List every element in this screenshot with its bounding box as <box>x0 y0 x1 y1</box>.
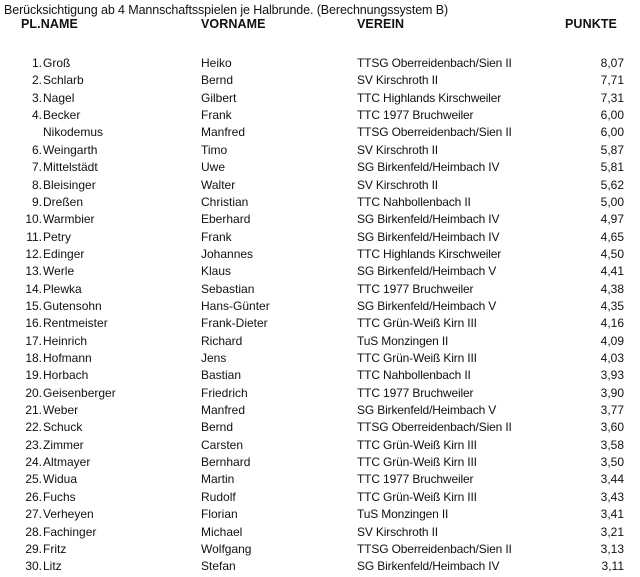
vorname-cell: Klaus <box>201 264 232 279</box>
verein-cell: TTC 1977 Bruchweiler <box>357 281 474 296</box>
punkte-cell: 3,41 <box>600 507 624 522</box>
name-cell: Weber <box>43 403 79 417</box>
punkte-cell: 6,00 <box>600 108 624 123</box>
verein-cell: TTC Grün-Weiß Kirn III <box>357 455 477 470</box>
vorname-cell: Uwe <box>201 160 226 175</box>
name-cell: Altmayer <box>43 455 91 470</box>
verein-cell: TTC 1977 Bruchweiler <box>357 385 474 400</box>
name-cell: Petry <box>43 229 72 244</box>
name-cell: Nagel <box>43 90 75 105</box>
header-punkte: PUNKTE <box>565 17 617 31</box>
verein-cell: TTC Nahbollenbach II <box>357 194 471 209</box>
rank-cell: 24. <box>25 455 42 470</box>
table-row <box>0 195 640 212</box>
name-cell: Nikodemus <box>43 125 104 140</box>
table-row <box>0 91 640 108</box>
rank-cell: 11. <box>26 229 42 244</box>
vorname-cell: Michael <box>201 524 243 539</box>
table-row <box>0 368 640 385</box>
verein-cell: SV Kirschroth II <box>357 524 438 539</box>
name-cell: Verheyen <box>43 507 94 522</box>
verein-cell: TTSG Oberreidenbach/Sien II <box>357 125 512 140</box>
vorname-cell: Walter <box>201 177 236 192</box>
rank-cell: 9. <box>31 194 42 209</box>
verein-cell: SV Kirschroth II <box>357 177 438 192</box>
rank-cell: 20. <box>25 385 42 400</box>
verein-cell: SG Birkenfeld/Heimbach IV <box>357 559 500 574</box>
verein-cell: TTC Highlands Kirschweiler <box>357 90 502 105</box>
punkte-cell: 5,81 <box>600 160 624 175</box>
vorname-cell: Bernhard <box>201 455 251 470</box>
punkte-cell: 4,03 <box>600 351 624 365</box>
vorname-cell: Hans-Günter <box>201 298 270 313</box>
table-row <box>0 143 640 160</box>
vorname-cell: Bastian <box>201 368 242 383</box>
vorname-cell: Timo <box>201 142 228 157</box>
name-cell: Plewka <box>43 281 82 296</box>
vorname-cell: Sebastian <box>201 281 255 296</box>
verein-cell: SG Birkenfeld/Heimbach V <box>357 264 497 279</box>
name-cell: Heinrich <box>43 333 88 348</box>
rank-cell: 3. <box>31 90 42 105</box>
verein-cell: TTSG Oberreidenbach/Sien II <box>357 420 512 435</box>
vorname-cell: Johannes <box>201 246 254 261</box>
vorname-cell: Carsten <box>201 437 244 452</box>
punkte-cell: 3,93 <box>600 368 624 383</box>
name-cell: Werle <box>43 264 75 279</box>
rank-cell: 27. <box>25 507 42 522</box>
rank-cell: 26. <box>25 489 42 504</box>
table-row <box>0 386 640 403</box>
punkte-cell: 7,71 <box>600 73 624 88</box>
table-row <box>0 160 640 177</box>
table-row <box>0 264 640 281</box>
name-cell: Mittelstädt <box>43 160 98 175</box>
punkte-cell: 3,60 <box>600 420 624 435</box>
vorname-cell: Rudolf <box>201 489 236 504</box>
rank-cell: 18. <box>25 351 42 365</box>
punkte-cell: 3,21 <box>600 524 624 539</box>
punkte-cell: 4,35 <box>600 298 624 313</box>
rank-cell: 13. <box>25 264 42 279</box>
rank-cell: 12. <box>25 246 42 261</box>
name-cell: Becker <box>43 108 81 123</box>
rank-cell: 29. <box>25 541 42 556</box>
table-row <box>0 507 640 524</box>
name-cell: Rentmeister <box>43 316 108 331</box>
verein-cell: TTC Nahbollenbach II <box>357 368 471 383</box>
name-cell: Bleisinger <box>43 177 96 192</box>
rank-cell: 17. <box>25 333 42 348</box>
table-row <box>0 472 640 489</box>
rank-cell: 8. <box>31 177 42 192</box>
vorname-cell: Frank-Dieter <box>201 316 268 331</box>
name-cell: Zimmer <box>43 437 84 452</box>
name-cell: Fachinger <box>43 524 97 539</box>
verein-cell: TuS Monzingen II <box>357 333 449 348</box>
name-cell: Schlarb <box>43 73 84 88</box>
table-row <box>0 420 640 437</box>
table-row <box>0 73 640 90</box>
vorname-cell: Florian <box>201 507 238 522</box>
rank-cell: 6. <box>31 142 42 157</box>
verein-cell: SG Birkenfeld/Heimbach V <box>357 298 497 313</box>
name-cell: Schuck <box>43 420 83 435</box>
vorname-cell: Heiko <box>201 56 232 70</box>
punkte-cell: 7,31 <box>600 90 624 105</box>
name-cell: Weingarth <box>43 142 98 157</box>
name-cell: Edinger <box>43 246 85 261</box>
verein-cell: TTC 1977 Bruchweiler <box>357 472 474 487</box>
punkte-cell: 5,62 <box>600 177 624 192</box>
verein-cell: SG Birkenfeld/Heimbach IV <box>357 229 500 244</box>
table-row <box>0 403 640 420</box>
verein-cell: SG Birkenfeld/Heimbach IV <box>357 212 500 227</box>
table-row <box>0 316 640 333</box>
punkte-cell: 4,41 <box>600 264 624 279</box>
name-cell: Fuchs <box>43 489 76 504</box>
rank-cell: 4. <box>31 108 42 123</box>
table-row <box>0 178 640 195</box>
table-row <box>0 108 640 125</box>
vorname-cell: Richard <box>201 333 243 348</box>
verein-cell: TTC Grün-Weiß Kirn III <box>357 489 477 504</box>
vorname-cell: Gilbert <box>201 90 237 105</box>
verein-cell: TTC Grün-Weiß Kirn III <box>357 316 477 331</box>
punkte-cell: 3,43 <box>600 489 624 504</box>
name-cell: Groß <box>43 56 71 70</box>
punkte-cell: 3,90 <box>600 385 624 400</box>
verein-cell: SV Kirschroth II <box>357 142 438 157</box>
name-cell: Fritz <box>43 541 67 556</box>
name-cell: Horbach <box>43 368 89 383</box>
vorname-cell: Bernd <box>201 73 234 88</box>
rank-cell: 14. <box>25 281 42 296</box>
name-cell: Gutensohn <box>43 298 102 313</box>
vorname-cell: Manfred <box>201 403 246 417</box>
table-row <box>0 334 640 351</box>
punkte-cell: 4,09 <box>600 333 624 348</box>
vorname-cell: Christian <box>201 194 249 209</box>
rank-cell: 7. <box>31 160 42 175</box>
vorname-cell: Martin <box>201 472 235 487</box>
punkte-cell: 4,38 <box>600 281 624 296</box>
name-cell: Widua <box>43 472 78 487</box>
table-row <box>0 490 640 507</box>
vorname-cell: Wolfgang <box>201 541 252 556</box>
vorname-cell: Friedrich <box>201 385 248 400</box>
punkte-cell: 3,50 <box>600 455 624 470</box>
table-row <box>0 125 640 142</box>
rank-cell: 30. <box>25 559 42 574</box>
table-row <box>0 438 640 455</box>
vorname-cell: Stefan <box>201 559 236 574</box>
table-row <box>0 212 640 229</box>
rank-cell: 25. <box>25 472 42 487</box>
verein-cell: TTSG Oberreidenbach/Sien II <box>357 56 512 70</box>
table-row <box>0 282 640 299</box>
punkte-cell: 6,00 <box>600 125 624 140</box>
table-row <box>0 56 640 73</box>
punkte-cell: 3,77 <box>600 403 624 417</box>
verein-cell: TTSG Oberreidenbach/Sien II <box>357 541 512 556</box>
verein-cell: TuS Monzingen II <box>357 507 449 522</box>
punkte-cell: 3,13 <box>600 541 624 556</box>
ranking-note: Berücksichtigung ab 4 Mannschaftsspielen je Halbrunde. (Berechnungssystem B) <box>4 3 449 17</box>
rank-cell: 2. <box>31 73 42 88</box>
rank-cell: 19. <box>25 368 42 383</box>
table-row <box>0 247 640 264</box>
header-vorname: VORNAME <box>201 17 266 31</box>
rank-cell: 21. <box>25 403 42 417</box>
rank-cell: 28. <box>25 524 42 539</box>
vorname-cell: Frank <box>201 108 232 123</box>
name-cell: Warmbier <box>43 212 95 227</box>
verein-cell: TTC Grün-Weiß Kirn III <box>357 437 477 452</box>
vorname-cell: Bernd <box>201 420 234 435</box>
table-header <box>0 17 640 33</box>
name-cell: Litz <box>43 559 62 574</box>
punkte-cell: 8,07 <box>600 56 624 70</box>
punkte-cell: 3,11 <box>601 559 624 574</box>
vorname-cell: Manfred <box>201 125 246 140</box>
punkte-cell: 4,65 <box>600 229 624 244</box>
verein-cell: SG Birkenfeld/Heimbach V <box>357 403 497 417</box>
rank-cell: 10. <box>25 212 42 227</box>
rank-cell: 23. <box>25 437 42 452</box>
rank-cell: 22. <box>25 420 42 435</box>
verein-cell: TTC Grün-Weiß Kirn III <box>357 351 477 365</box>
vorname-cell: Eberhard <box>201 212 251 227</box>
verein-cell: TTC Highlands Kirschweiler <box>357 246 502 261</box>
name-cell: Geisenberger <box>43 385 116 400</box>
verein-cell: SV Kirschroth II <box>357 73 438 88</box>
punkte-cell: 5,00 <box>600 194 624 209</box>
punkte-cell: 5,87 <box>600 142 624 157</box>
vorname-cell: Frank <box>201 229 232 244</box>
rank-cell: 1. <box>31 56 42 70</box>
table-row <box>0 542 640 559</box>
verein-cell: TTC 1977 Bruchweiler <box>357 108 474 123</box>
name-cell: Dreßen <box>43 194 84 209</box>
name-cell: Hofmann <box>43 351 92 365</box>
punkte-cell: 3,44 <box>600 472 624 487</box>
table-row <box>0 230 640 247</box>
header-pl-name: PL.NAME <box>21 17 78 31</box>
punkte-cell: 4,97 <box>600 212 624 227</box>
table-row <box>0 559 640 576</box>
punkte-cell: 3,58 <box>600 437 624 452</box>
table-row <box>0 455 640 472</box>
rank-cell: 16. <box>25 316 42 331</box>
punkte-cell: 4,50 <box>600 246 624 261</box>
table-row <box>0 351 640 368</box>
punkte-cell: 4,16 <box>600 316 624 331</box>
vorname-cell: Jens <box>201 351 227 365</box>
rank-cell: 15. <box>25 298 42 313</box>
table-row <box>0 525 640 542</box>
verein-cell: SG Birkenfeld/Heimbach IV <box>357 160 500 175</box>
table-row <box>0 299 640 316</box>
header-verein: VEREIN <box>357 17 405 31</box>
